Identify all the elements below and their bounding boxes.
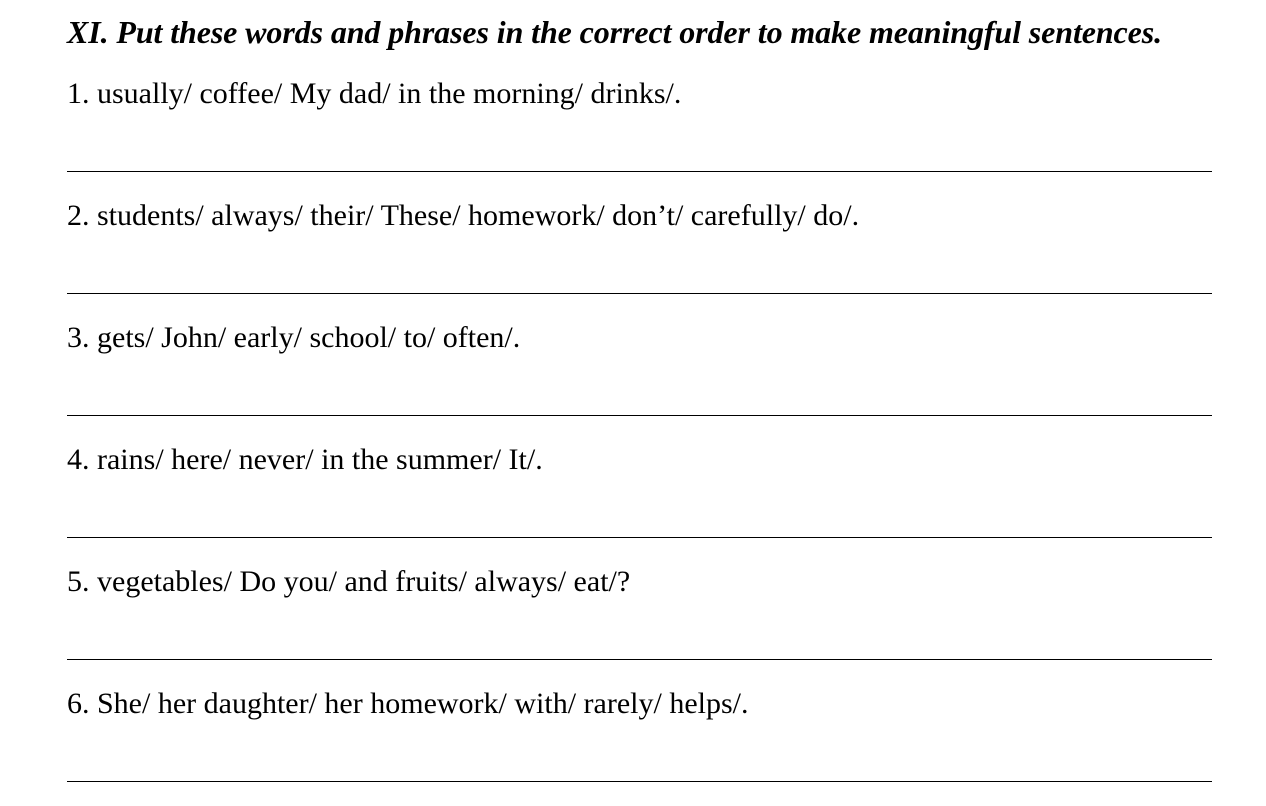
item-prompt: 3. gets/ John/ early/ school/ to/ often/. [67, 321, 521, 354]
item-prompt: 6. She/ her daughter/ her homework/ with/ rarely/ helps/. [67, 687, 749, 720]
answer-line[interactable] [67, 781, 1212, 782]
exercise-item-1 [67, 74, 1212, 196]
answer-line[interactable] [67, 293, 1212, 294]
exercise-item-5 [67, 562, 1212, 684]
answer-line[interactable] [67, 537, 1212, 538]
answer-line[interactable] [67, 659, 1212, 660]
exercise-item-2 [67, 196, 1212, 318]
answer-line[interactable] [67, 415, 1212, 416]
item-prompt: 5. vegetables/ Do you/ and fruits/ always/ eat/? [67, 565, 631, 598]
item-prompt: 1. usually/ coffee/ My dad/ in the morning/ drinks/. [67, 77, 682, 110]
exercise-item-6 [67, 684, 1212, 806]
exercise-instruction: XI. Put these words and phrases in the correct order to make meaningful sentences. [67, 14, 1162, 50]
item-prompt: 2. students/ always/ their/ These/ homework/ don’t/ carefully/ do/. [67, 199, 860, 232]
answer-line[interactable] [67, 171, 1212, 172]
exercise-item-4 [67, 440, 1212, 562]
exercise-item-3 [67, 318, 1212, 440]
item-prompt: 4. rains/ here/ never/ in the summer/ It/. [67, 443, 543, 476]
